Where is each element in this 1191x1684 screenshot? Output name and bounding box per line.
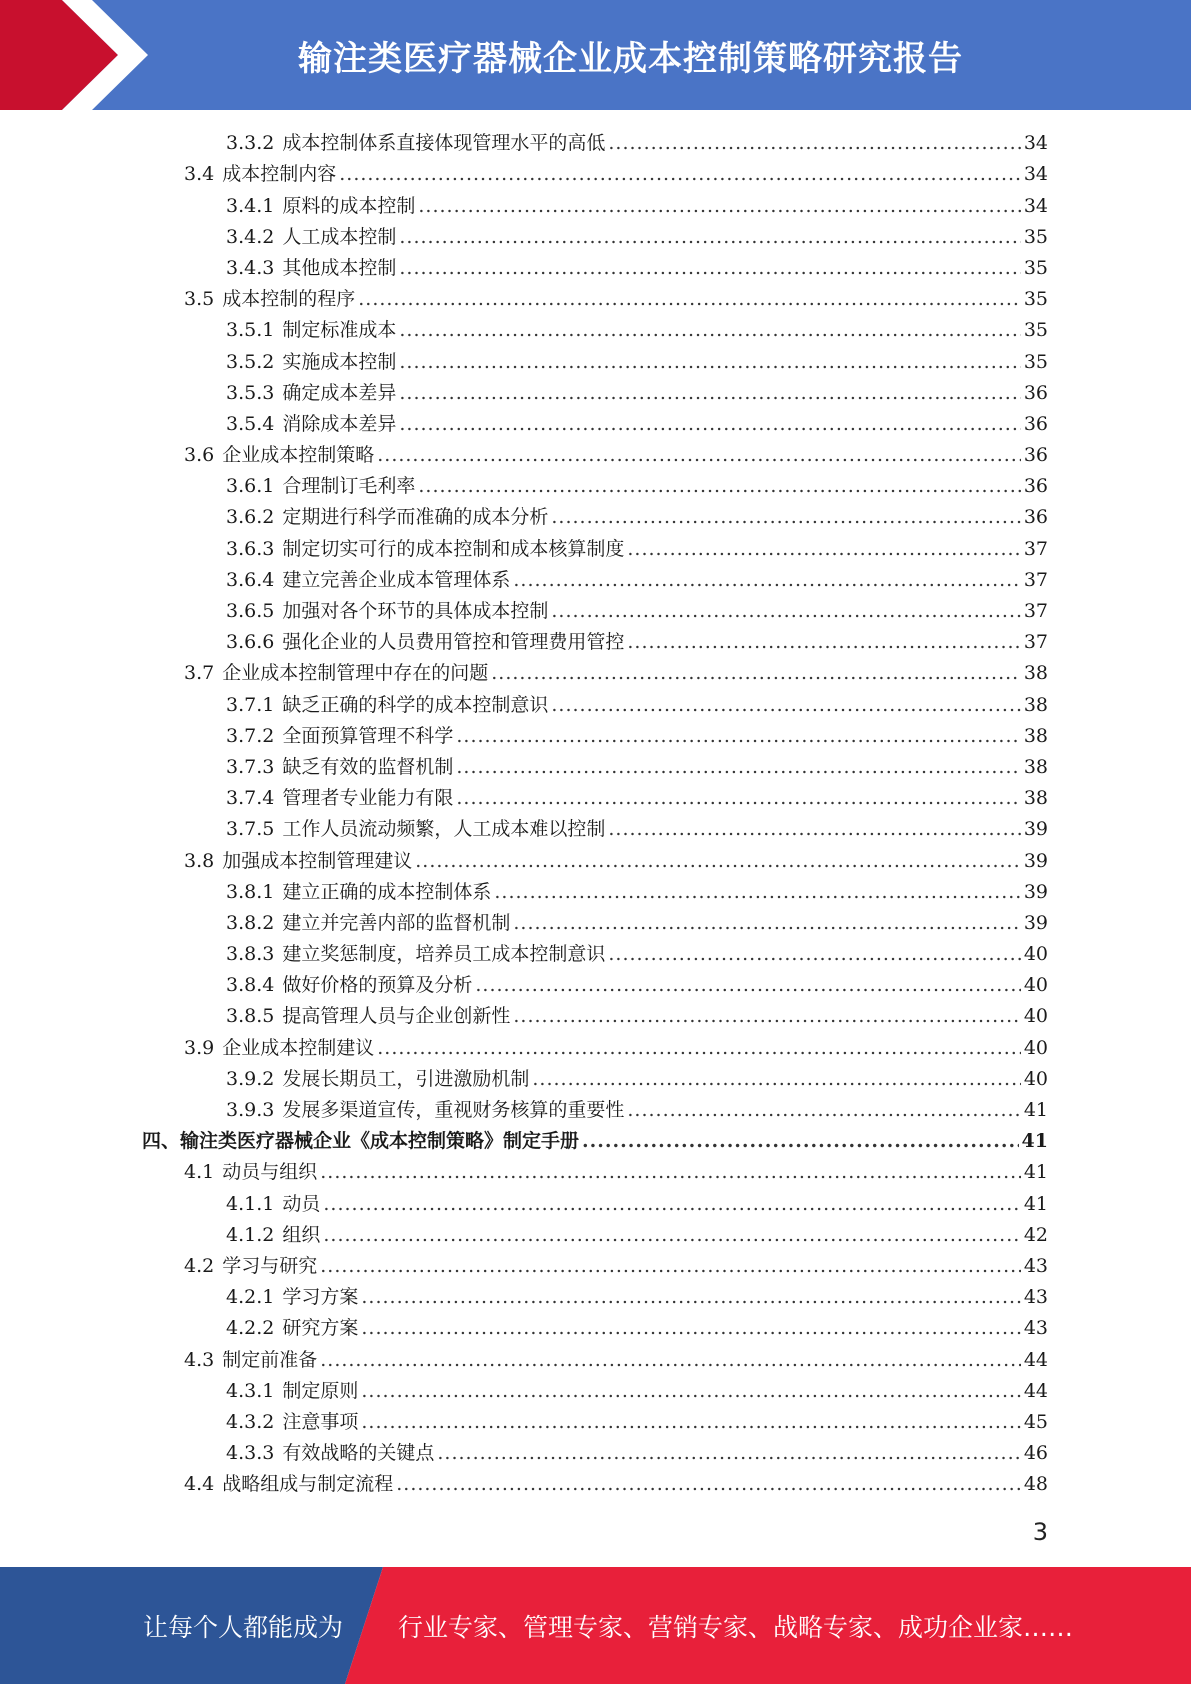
toc-entry-number: 3.5.4 xyxy=(226,412,275,435)
toc-entry-page: 38 xyxy=(1023,662,1048,685)
toc-leader-dots xyxy=(532,1064,1020,1095)
toc-leader-dots xyxy=(361,1407,1020,1438)
toc-entry-page: 37 xyxy=(1023,568,1048,591)
toc-entry-page: 36 xyxy=(1023,444,1048,467)
toc-entry-page: 41 xyxy=(1023,1161,1048,1184)
toc-entry[interactable] xyxy=(142,1251,1048,1282)
toc-entry-title: 企业成本控制策略 xyxy=(222,444,375,467)
toc-entry-page: 38 xyxy=(1023,724,1048,747)
toc-leader-dots xyxy=(361,1313,1020,1344)
toc-entry[interactable] xyxy=(142,222,1048,253)
toc-entry-number: 3.8.1 xyxy=(226,880,275,903)
toc-entry-number: 3.8.4 xyxy=(226,974,275,997)
toc-leader-dots xyxy=(320,1157,1021,1188)
toc-entry-number: 3.4.3 xyxy=(226,256,275,279)
toc-entry-page: 36 xyxy=(1023,475,1048,498)
toc-entry-title: 战略组成与制定流程 xyxy=(222,1473,394,1496)
toc-entry-number: 3.5 xyxy=(184,288,215,311)
toc-leader-dots xyxy=(551,596,1020,627)
toc-entry[interactable] xyxy=(142,1313,1048,1344)
toc-entry-page: 35 xyxy=(1023,288,1048,311)
toc-entry[interactable] xyxy=(142,1407,1048,1438)
footer-slogan-left: 让每个人都能成为 xyxy=(143,1612,344,1642)
toc-entry[interactable] xyxy=(142,1095,1048,1126)
toc-entry[interactable] xyxy=(142,1126,1048,1157)
toc-leader-dots xyxy=(627,1095,1020,1126)
toc-entry-page: 35 xyxy=(1023,225,1048,248)
toc-leader-dots xyxy=(323,1220,1020,1251)
toc-entry-page: 35 xyxy=(1023,319,1048,342)
toc-entry-title: 建立奖惩制度，培养员工成本控制意识 xyxy=(282,943,606,966)
toc-entry[interactable] xyxy=(142,253,1048,284)
toc-entry-title: 发展长期员工，引进激励机制 xyxy=(282,1067,530,1090)
toc-entry-number: 4.1.1 xyxy=(226,1192,275,1215)
toc-entry[interactable] xyxy=(142,596,1048,627)
toc-entry-page: 34 xyxy=(1023,132,1048,155)
toc-entry-number: 4.2.1 xyxy=(226,1286,275,1309)
toc-entry-page: 38 xyxy=(1023,755,1048,778)
toc-entry-page: 37 xyxy=(1023,537,1048,560)
toc-entry-title: 成本控制内容 xyxy=(222,163,337,186)
toc-entry-page: 40 xyxy=(1023,1005,1048,1028)
toc-leader-dots xyxy=(551,690,1020,721)
toc-entry-title: 有效战略的关键点 xyxy=(282,1442,435,1465)
toc-leader-dots xyxy=(494,877,1020,908)
toc-entry-page: 44 xyxy=(1023,1348,1048,1371)
toc-entry-number: 3.9.2 xyxy=(226,1067,275,1090)
toc-entry-title: 发展多渠道宣传，重视财务核算的重要性 xyxy=(282,1099,625,1121)
toc-entry-title: 制定原则 xyxy=(282,1379,359,1402)
toc-entry[interactable] xyxy=(142,440,1048,471)
toc-entry-title: 管理者专业能力有限 xyxy=(282,787,454,810)
toc-entry-title: 其他成本控制 xyxy=(282,256,397,279)
header-banner xyxy=(0,0,1191,110)
toc-entry-page: 40 xyxy=(1023,1036,1048,1059)
toc-entry-number: 3.5.2 xyxy=(226,350,275,373)
toc-entry[interactable] xyxy=(142,908,1048,939)
toc-leader-dots xyxy=(399,222,1020,253)
toc-entry[interactable] xyxy=(142,315,1048,346)
toc-entry-number: 4.2 xyxy=(184,1254,215,1277)
toc-entry-number: 3.7.4 xyxy=(226,787,275,810)
toc-entry[interactable] xyxy=(142,471,1048,502)
toc-entry-page: 48 xyxy=(1023,1473,1048,1496)
toc-entry-title: 原料的成本控制 xyxy=(282,194,416,217)
toc-entry-page: 38 xyxy=(1023,787,1048,810)
toc-entry-number: 3.7.2 xyxy=(226,724,275,747)
toc-entry-number: 3.6.6 xyxy=(226,631,275,654)
toc-leader-dots xyxy=(415,846,1021,877)
toc-entry-title: 消除成本差异 xyxy=(282,412,397,435)
toc-entry-title: 提高管理人员与企业创新性 xyxy=(282,1005,511,1028)
toc-entry-title: 建立正确的成本控制体系 xyxy=(282,880,492,903)
toc-entry[interactable] xyxy=(142,845,1048,876)
toc-entry-number: 3.8.3 xyxy=(226,943,275,966)
toc-entry[interactable] xyxy=(142,658,1048,689)
toc-entry-title: 制定切实可行的成本控制和成本核算制度 xyxy=(282,537,625,560)
toc-entry[interactable] xyxy=(142,1469,1048,1500)
toc-entry[interactable] xyxy=(142,378,1048,409)
toc-entry-title: 缺乏正确的科学的成本控制意识 xyxy=(282,693,549,716)
toc-entry-page: 40 xyxy=(1023,974,1048,997)
toc-leader-dots xyxy=(608,939,1020,970)
toc-entry-title: 做好价格的预算及分析 xyxy=(282,974,473,997)
toc-entry[interactable] xyxy=(142,939,1048,970)
toc-leader-dots xyxy=(582,1126,1019,1157)
toc-entry[interactable] xyxy=(142,1157,1048,1188)
toc-entry-title: 定期进行科学而准确的成本分析 xyxy=(282,506,549,529)
toc-entry-page: 43 xyxy=(1023,1254,1048,1277)
toc-entry[interactable] xyxy=(142,970,1048,1001)
toc-entry-title: 缺乏有效的监督机制 xyxy=(282,755,454,778)
toc-leader-dots xyxy=(456,721,1020,752)
toc-entry[interactable] xyxy=(142,814,1048,845)
toc-entry[interactable] xyxy=(142,346,1048,377)
toc-leader-dots xyxy=(456,783,1020,814)
toc-entry-title: 组织 xyxy=(282,1223,321,1246)
toc-entry-title: 全面预算管理不科学 xyxy=(282,724,454,747)
toc-entry[interactable] xyxy=(142,1282,1048,1313)
toc-entry-number: 4.4 xyxy=(184,1473,215,1496)
toc-entry[interactable] xyxy=(142,752,1048,783)
toc-entry-number: 3.4 xyxy=(184,163,215,186)
toc-entry-title: 成本控制的程序 xyxy=(222,288,356,311)
toc-entry-title: 强化企业的人员费用管控和管理费用管控 xyxy=(282,631,625,654)
toc-entry-title: 工作人员流动频繁，人工成本难以控制 xyxy=(282,818,606,841)
toc-leader-dots xyxy=(491,658,1021,689)
toc-entry-number: 4.3.1 xyxy=(226,1379,275,1402)
toc-leader-dots xyxy=(418,191,1020,222)
toc-entry[interactable] xyxy=(142,1220,1048,1251)
toc-entry-number: 3.6 xyxy=(184,444,215,467)
toc-leader-dots xyxy=(456,752,1020,783)
toc-entry-page: 37 xyxy=(1023,600,1048,622)
toc-entry-number: 3.6.4 xyxy=(226,568,275,591)
toc-entry[interactable] xyxy=(142,159,1048,190)
toc-entry-title: 加强对各个环节的具体成本控制 xyxy=(282,600,549,622)
toc-entry-page: 39 xyxy=(1023,849,1048,872)
toc-entry-page: 34 xyxy=(1023,163,1048,186)
toc-entry[interactable] xyxy=(142,627,1048,658)
document-title: 输注类医疗器械企业成本控制策略研究报告 xyxy=(298,38,963,79)
toc-leader-dots xyxy=(377,1033,1021,1064)
toc-leader-dots xyxy=(399,253,1020,284)
toc-entry-number: 4.1 xyxy=(184,1161,215,1184)
toc-leader-dots xyxy=(437,1438,1020,1469)
toc-leader-dots xyxy=(399,409,1020,440)
toc-entry-page: 40 xyxy=(1023,943,1048,966)
table-of-contents xyxy=(142,128,1048,1500)
toc-entry-number: 3.6.1 xyxy=(226,475,275,498)
toc-entry[interactable] xyxy=(142,533,1048,564)
toc-entry-title: 实施成本控制 xyxy=(282,350,397,373)
toc-entry[interactable] xyxy=(142,502,1048,533)
toc-entry-page: 43 xyxy=(1023,1286,1048,1309)
toc-entry-title: 四、输注类医疗器械企业《成本控制策略》制定手册 xyxy=(142,1130,580,1153)
toc-entry-page: 36 xyxy=(1023,506,1048,529)
toc-entry-title: 学习与研究 xyxy=(222,1254,318,1277)
toc-entry-number: 3.7 xyxy=(184,662,215,685)
toc-entry-page: 35 xyxy=(1023,350,1048,373)
toc-leader-dots xyxy=(418,471,1020,502)
toc-entry[interactable] xyxy=(142,689,1048,720)
toc-entry-title: 研究方案 xyxy=(282,1317,359,1340)
toc-leader-dots xyxy=(399,315,1020,346)
toc-entry-title: 制定标准成本 xyxy=(282,319,397,342)
toc-leader-dots xyxy=(320,1251,1021,1282)
toc-leader-dots xyxy=(513,1001,1020,1032)
toc-entry-number: 3.9 xyxy=(184,1036,215,1059)
toc-leader-dots xyxy=(396,1469,1021,1500)
toc-entry-page: 36 xyxy=(1023,412,1048,435)
toc-entry-title: 建立并完善内部的监督机制 xyxy=(282,911,511,934)
toc-entry-number: 3.7.3 xyxy=(226,755,275,778)
footer-banner xyxy=(0,1567,1191,1684)
toc-entry-title: 加强成本控制管理建议 xyxy=(222,849,413,872)
toc-entry-number: 4.1.2 xyxy=(226,1223,275,1246)
toc-entry-number: 3.9.3 xyxy=(226,1099,275,1121)
toc-leader-dots xyxy=(323,1189,1020,1220)
toc-leader-dots xyxy=(358,284,1021,315)
toc-entry-number: 3.5.1 xyxy=(226,319,275,342)
toc-entry[interactable] xyxy=(142,783,1048,814)
toc-entry-number: 4.2.2 xyxy=(226,1317,275,1340)
toc-leader-dots xyxy=(377,440,1021,471)
toc-entry[interactable] xyxy=(142,1001,1048,1032)
toc-entry-page: 40 xyxy=(1023,1067,1048,1090)
toc-entry-page: 36 xyxy=(1023,381,1048,404)
toc-entry-page: 42 xyxy=(1023,1223,1048,1246)
toc-entry-page: 38 xyxy=(1023,693,1048,716)
toc-leader-dots xyxy=(320,1345,1021,1376)
toc-leader-dots xyxy=(399,378,1020,409)
toc-entry[interactable] xyxy=(142,128,1048,159)
toc-entry-number: 3.3.2 xyxy=(226,132,275,155)
toc-entry-page: 43 xyxy=(1023,1317,1048,1340)
toc-entry-page: 41 xyxy=(1023,1099,1048,1121)
toc-leader-dots xyxy=(627,627,1020,658)
toc-leader-dots xyxy=(361,1376,1020,1407)
toc-entry-page: 46 xyxy=(1023,1442,1048,1465)
toc-entry-number: 4.3.2 xyxy=(226,1410,275,1433)
footer-slogan-right: 行业专家、管理专家、营销专家、战略专家、成功企业家…… xyxy=(398,1612,1074,1642)
toc-leader-dots xyxy=(627,534,1020,565)
toc-entry[interactable] xyxy=(142,1188,1048,1219)
page-number: 3 xyxy=(1032,1518,1048,1546)
toc-entry-page: 41 xyxy=(1023,1192,1048,1215)
toc-entry-number: 3.8.2 xyxy=(226,911,275,934)
toc-entry-number: 3.6.5 xyxy=(226,600,275,622)
toc-entry-title: 确定成本差异 xyxy=(282,381,397,404)
toc-entry[interactable] xyxy=(142,190,1048,221)
toc-entry-page: 34 xyxy=(1023,194,1048,217)
toc-entry-title: 企业成本控制建议 xyxy=(222,1036,375,1059)
toc-entry-number: 3.8 xyxy=(184,849,215,872)
toc-entry-number: 3.5.3 xyxy=(226,381,275,404)
toc-entry-number: 4.3.3 xyxy=(226,1442,275,1465)
toc-entry-number: 4.3 xyxy=(184,1348,215,1371)
toc-entry[interactable] xyxy=(142,1032,1048,1063)
toc-entry-number: 3.4.2 xyxy=(226,225,275,248)
toc-entry[interactable] xyxy=(142,1376,1048,1407)
toc-entry-page: 44 xyxy=(1023,1379,1048,1402)
toc-entry[interactable] xyxy=(142,409,1048,440)
toc-leader-dots xyxy=(608,128,1020,159)
toc-entry-number: 3.6.2 xyxy=(226,506,275,529)
toc-entry[interactable] xyxy=(142,1438,1048,1469)
toc-leader-dots xyxy=(475,970,1020,1001)
toc-entry-title: 动员与组织 xyxy=(222,1161,318,1184)
toc-entry-number: 3.8.5 xyxy=(226,1005,275,1028)
toc-entry-title: 合理制订毛利率 xyxy=(282,475,416,498)
toc-entry-title: 制定前准备 xyxy=(222,1348,318,1371)
toc-entry-title: 动员 xyxy=(282,1192,321,1215)
toc-leader-dots xyxy=(361,1282,1020,1313)
toc-entry-title: 学习方案 xyxy=(282,1286,359,1309)
toc-entry-title: 建立完善企业成本管理体系 xyxy=(282,568,511,591)
toc-entry[interactable] xyxy=(142,565,1048,596)
toc-entry-number: 3.7.5 xyxy=(226,818,275,841)
toc-entry-title: 注意事项 xyxy=(282,1410,359,1433)
toc-entry[interactable] xyxy=(142,877,1048,908)
toc-leader-dots xyxy=(339,159,1021,190)
toc-leader-dots xyxy=(608,814,1020,845)
toc-leader-dots xyxy=(399,347,1020,378)
toc-leader-dots xyxy=(551,502,1020,533)
toc-leader-dots xyxy=(513,908,1020,939)
toc-entry-page: 39 xyxy=(1023,880,1048,903)
toc-entry-page: 41 xyxy=(1021,1130,1048,1153)
toc-entry[interactable] xyxy=(142,721,1048,752)
toc-entry-page: 45 xyxy=(1023,1410,1048,1433)
toc-entry-number: 3.7.1 xyxy=(226,693,275,716)
toc-leader-dots xyxy=(513,565,1020,596)
toc-entry[interactable] xyxy=(142,284,1048,315)
toc-entry-page: 35 xyxy=(1023,256,1048,279)
toc-entry-page: 37 xyxy=(1023,631,1048,654)
toc-entry-title: 成本控制体系直接体现管理水平的高低 xyxy=(282,132,606,155)
toc-entry-number: 3.4.1 xyxy=(226,194,275,217)
toc-entry[interactable] xyxy=(142,1064,1048,1095)
toc-entry-number: 3.6.3 xyxy=(226,537,275,560)
toc-entry-page: 39 xyxy=(1023,911,1048,934)
toc-entry-title: 企业成本控制管理中存在的问题 xyxy=(222,662,489,685)
toc-entry-page: 39 xyxy=(1023,818,1048,841)
toc-entry-title: 人工成本控制 xyxy=(282,225,397,248)
toc-entry[interactable] xyxy=(142,1344,1048,1375)
